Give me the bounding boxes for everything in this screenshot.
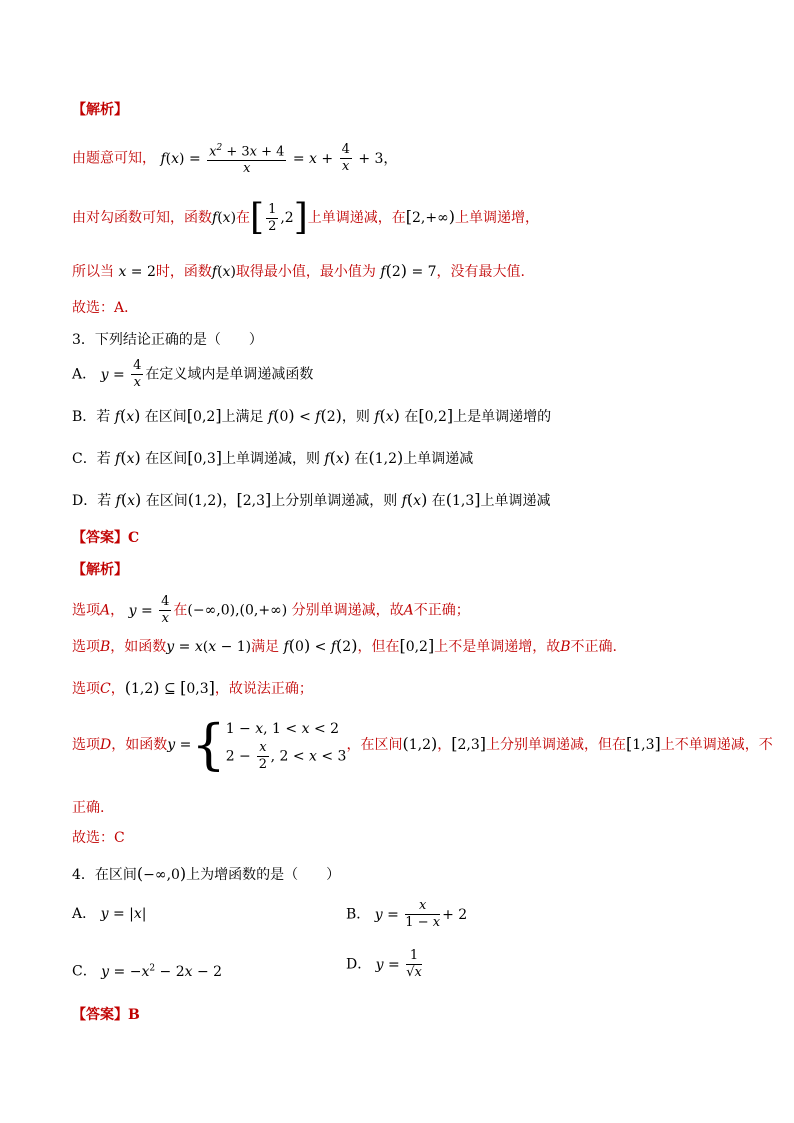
option-label: B． bbox=[346, 906, 371, 923]
formula-f-eq: f(x) = $\frac{x^2 + 3x + 4}{x}$ = x + $\frac{4}{x}$ + 3， bbox=[160, 151, 397, 167]
formula-fx: f(x) bbox=[319, 448, 351, 467]
interval-1-3: [1,3] bbox=[626, 734, 661, 753]
q3-option-b bbox=[72, 406, 551, 427]
text-segment: ，在区间 bbox=[346, 737, 403, 753]
text-segment: 取得最小值，最小值为 bbox=[235, 264, 376, 280]
formula-piecewise: y ={ 1 − x, 1 < x < 2 2 − $\frac{x}{2}$ , 2 < x < 3 bbox=[167, 713, 347, 776]
formula-y-quadratic: $y = -x^2 - 2x - 2$ bbox=[96, 963, 223, 980]
interval-0-2: [0,2] bbox=[399, 636, 435, 655]
text-segment: 上单调递减 bbox=[480, 493, 551, 509]
text-segment: 上为增函数的是（ ） bbox=[186, 867, 341, 883]
text-segment: ，如函数 bbox=[110, 639, 167, 655]
text-segment: ， bbox=[110, 681, 125, 697]
text-segment: 上单调递减 bbox=[403, 451, 474, 467]
option-label: D． bbox=[346, 956, 372, 973]
q3-solution-d bbox=[72, 714, 773, 775]
text-segment: 在定义域内是单调递减函数 bbox=[145, 366, 314, 383]
text-segment: 在 bbox=[354, 451, 369, 467]
text-segment: 在 bbox=[236, 210, 251, 226]
interval-half-2: [ $\frac{1}{2}$ ,2] bbox=[250, 197, 308, 238]
q3-solution-b bbox=[72, 636, 617, 657]
text-segment: 上分别单调递减，则 bbox=[271, 493, 398, 509]
text-segment: 上是单调递增的 bbox=[453, 409, 552, 425]
option-label: A． bbox=[72, 906, 97, 922]
text-segment: ，如函数 bbox=[111, 737, 168, 753]
formula-fx: f(x) bbox=[211, 264, 236, 280]
option-label: D．若 bbox=[72, 493, 112, 509]
interval-neg-inf-0: (−∞,0) bbox=[136, 864, 187, 883]
question-3-stem: 3．下列结论正确的是（ ） bbox=[72, 332, 263, 348]
interval-0-3: [0,3] bbox=[187, 448, 222, 467]
formula-y-1-over-sqrt-x: y = $\frac{1}{√x}$ bbox=[371, 948, 422, 980]
formula-y-4-over-x: y = $\frac{4}{x}$ bbox=[128, 594, 170, 626]
formula-f0-lt-f2: f(0) < f(2) bbox=[279, 636, 358, 655]
formula-y-x-x-minus-1: y = x(x − 1) bbox=[166, 639, 252, 655]
interval-0-2: [0,2] bbox=[418, 406, 454, 425]
text-segment: 在区间 bbox=[145, 493, 188, 509]
text-segment: ，但在 bbox=[357, 639, 400, 655]
text-segment: 上单调递减，在 bbox=[307, 210, 406, 226]
formula-f0-lt-f2: f(0) < f(2) bbox=[263, 406, 342, 425]
q3-choice bbox=[72, 828, 125, 848]
analysis-line-1 bbox=[72, 140, 397, 177]
q3-solution-c bbox=[72, 678, 313, 699]
formula-y-4-over-x: y = $\frac{4}{x}$ bbox=[96, 358, 142, 390]
option-label: C．若 bbox=[72, 451, 111, 467]
option-letter: D bbox=[100, 737, 112, 753]
formula-f2-eq-7: f(2) = 7 bbox=[375, 261, 437, 280]
option-letter: A bbox=[100, 602, 111, 619]
text-segment: 上单调递增， bbox=[455, 210, 540, 226]
interval-1-2: (1,2) bbox=[187, 490, 223, 509]
text-segment: 上单调递减，则 bbox=[221, 451, 320, 467]
text-segment: 上不是单调递增，故 bbox=[434, 639, 561, 655]
formula-fx: f(x) bbox=[110, 448, 141, 467]
text-segment: 在 bbox=[431, 493, 446, 509]
text-segment: 选项 bbox=[72, 602, 100, 619]
q3-answer: 【答案】C bbox=[72, 530, 140, 546]
q4-option-a bbox=[72, 904, 146, 924]
q4-option-d bbox=[346, 948, 424, 981]
text-segment: 4．在区间 bbox=[72, 867, 137, 883]
option-letter: C bbox=[100, 681, 111, 697]
option-label: C． bbox=[72, 963, 97, 980]
analysis-line-2 bbox=[72, 197, 540, 238]
text-segment: 上分别单调递减，但在 bbox=[486, 737, 626, 753]
text-segment: 分别单调递减，故 bbox=[291, 602, 404, 619]
q3-solution-a: 选项A， y = $\frac{4}{x}$ 在(−∞,0),(0,+∞) 分别单调递减，故A不正确； bbox=[72, 594, 470, 626]
interval-union: (−∞,0),(0,+∞) bbox=[187, 602, 288, 619]
text-segment: 选项 bbox=[72, 681, 100, 697]
formula-fx: f(x) bbox=[212, 210, 237, 226]
q4-option-b bbox=[346, 898, 467, 931]
option-letter: B bbox=[560, 639, 571, 655]
text-segment: 满足 bbox=[251, 639, 280, 655]
text-segment: 上不单调递减，不 bbox=[660, 737, 773, 753]
q3-option-d bbox=[72, 490, 551, 511]
formula-fx: f(x) bbox=[110, 406, 141, 425]
analysis-line-3 bbox=[72, 261, 525, 282]
interval-1-3: (1,3] bbox=[445, 490, 481, 509]
formula-x-eq-2: x = 2 bbox=[114, 264, 156, 280]
text-segment: 在区间 bbox=[145, 451, 188, 467]
text-segment: 在 bbox=[404, 409, 419, 425]
text-segment: ，没有最大值. bbox=[436, 264, 525, 280]
text-segment: 不正确. bbox=[570, 639, 617, 655]
interval-2-3: [2,3] bbox=[236, 490, 272, 509]
text-segment: ，则 bbox=[341, 409, 370, 425]
q3-solution-d-cont: 正确. bbox=[72, 800, 105, 816]
q3-option-c bbox=[72, 448, 473, 469]
q4-option-c bbox=[72, 958, 222, 982]
option-letter: B bbox=[100, 639, 111, 655]
text-segment: 时，函数 bbox=[155, 264, 212, 280]
option-label: A． bbox=[72, 366, 97, 383]
formula-fx: f(x) bbox=[397, 490, 428, 509]
interval-0-2: [0,2] bbox=[186, 406, 222, 425]
q3-option-a bbox=[72, 358, 313, 391]
text-segment: 所以当 bbox=[72, 264, 114, 280]
interval-2-inf: [2,+∞) bbox=[405, 207, 456, 226]
interval-1-2: (1,2) bbox=[402, 734, 438, 753]
text-segment: 上满足 bbox=[221, 409, 264, 425]
text-segment: ，故说法正确； bbox=[214, 681, 313, 697]
interval-2-3: [2,3] bbox=[451, 734, 486, 753]
text-segment: 不正确； bbox=[413, 602, 470, 619]
interval-1-2: (1,2) bbox=[368, 448, 404, 467]
text-segment: 由对勾函数可知，函数 bbox=[72, 210, 212, 226]
formula-fx: f(x) bbox=[111, 490, 142, 509]
q4-answer: 【答案】B bbox=[72, 1007, 140, 1023]
text-segment: ， bbox=[222, 493, 237, 509]
text-segment: 在 bbox=[173, 602, 188, 619]
analysis-tag: 【解析】 bbox=[72, 102, 128, 118]
formula-y-abs-x: y = |x| bbox=[96, 906, 147, 922]
option-letter: A bbox=[403, 602, 414, 619]
text-segment: 选项 bbox=[72, 737, 100, 753]
analysis-choice: 故选：A． bbox=[72, 300, 139, 316]
formula-fx: f(x) bbox=[369, 406, 400, 425]
q3-analysis-tag: 【解析】 bbox=[72, 562, 128, 578]
question-4-stem bbox=[72, 864, 340, 885]
option-label: B．若 bbox=[72, 409, 111, 425]
text-segment: 故选：C bbox=[72, 830, 125, 846]
text-segment: 在区间 bbox=[144, 409, 187, 425]
formula-subset: (1,2) ⊆ [0,3] bbox=[124, 678, 215, 697]
formula-y-x-over-1-minus-x: y = $\frac{x}{1 - x}$ + 2 bbox=[370, 898, 468, 930]
text-segment: 由题意可知， bbox=[72, 150, 156, 167]
text-segment: ， bbox=[437, 737, 452, 753]
text-segment: 选项 bbox=[72, 639, 100, 655]
